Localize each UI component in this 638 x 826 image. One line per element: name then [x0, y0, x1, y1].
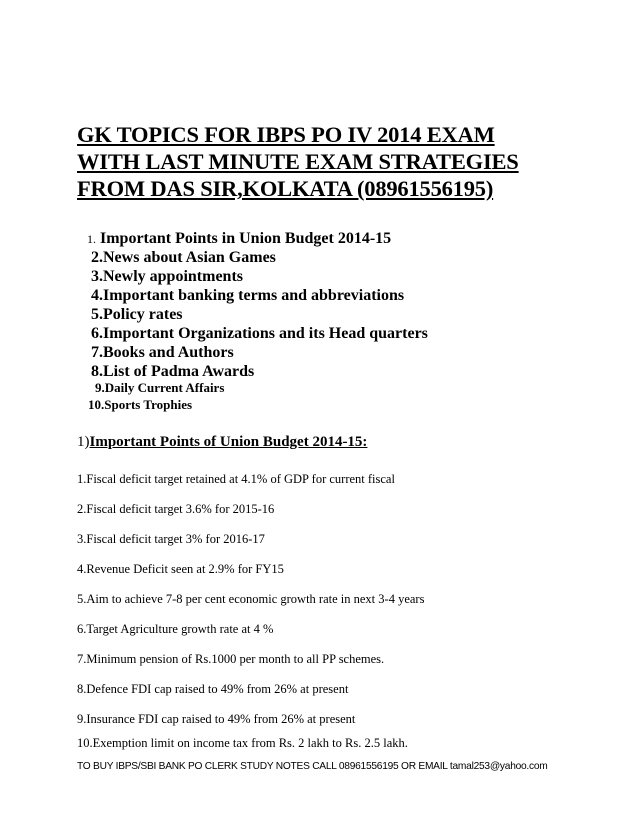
topic-item: 4.Important banking terms and abbreviations	[91, 287, 405, 304]
budget-point: 1.Fiscal deficit target retained at 4.1% of GDP for current fiscal	[77, 472, 395, 486]
topic-item: 5.Policy rates	[91, 306, 183, 323]
budget-point: 9.Insurance FDI cap raised to 49% from 26% at present	[77, 712, 356, 726]
topic-item: 7.Books and Authors	[91, 344, 234, 361]
topic-item: 9.Daily Current Affairs	[95, 380, 225, 395]
budget-point: 5.Aim to achieve 7-8 per cent economic growth rate in next 3-4 years	[77, 592, 425, 606]
budget-point: 7.Minimum pension of Rs.1000 per month to all PP schemes.	[77, 652, 385, 666]
page-footer: TO BUY IBPS/SBI BANK PO CLERK STUDY NOTES CALL 08961556195 OR EMAIL tamal253@yahoo.com	[77, 761, 548, 772]
topic-item: 10.Sports Trophies	[88, 397, 193, 412]
topic-item: 3.Newly appointments	[91, 268, 244, 285]
budget-point: 2.Fiscal deficit target 3.6% for 2015-16	[77, 502, 275, 516]
topic-item: 6.Important Organizations and its Head quarters	[91, 325, 428, 342]
budget-point: 3.Fiscal deficit target 3% for 2016-17	[77, 532, 265, 546]
topic-number: 1.	[87, 232, 96, 246]
topic-label: Important Points in Union Budget 2014-15	[100, 230, 392, 247]
section-prefix: 1)	[77, 434, 90, 450]
title-line-1: GK TOPICS FOR IBPS PO IV 2014 EXAM	[77, 122, 495, 147]
topic-item: 2.News about Asian Games	[91, 249, 276, 266]
budget-point: 8.Defence FDI cap raised to 49% from 26% at present	[77, 682, 349, 696]
budget-point: 10.Exemption limit on income tax from Rs. 2 lakh to Rs. 2.5 lakh.	[77, 736, 408, 750]
title-line-2: WITH LAST MINUTE EXAM STRATEGIES	[77, 149, 519, 174]
topic-item	[87, 229, 391, 249]
document-title	[77, 121, 617, 202]
title-line-3: FROM DAS SIR,KOLKATA (08961556195)	[77, 176, 494, 201]
section-heading	[77, 433, 367, 451]
budget-point: 6.Target Agriculture growth rate at 4 %	[77, 622, 274, 636]
topic-item: 8.List of Padma Awards	[91, 363, 255, 380]
budget-point: 4.Revenue Deficit seen at 2.9% for FY15	[77, 562, 284, 576]
section-heading-text: Important Points of Union Budget 2014-15:	[89, 434, 368, 450]
